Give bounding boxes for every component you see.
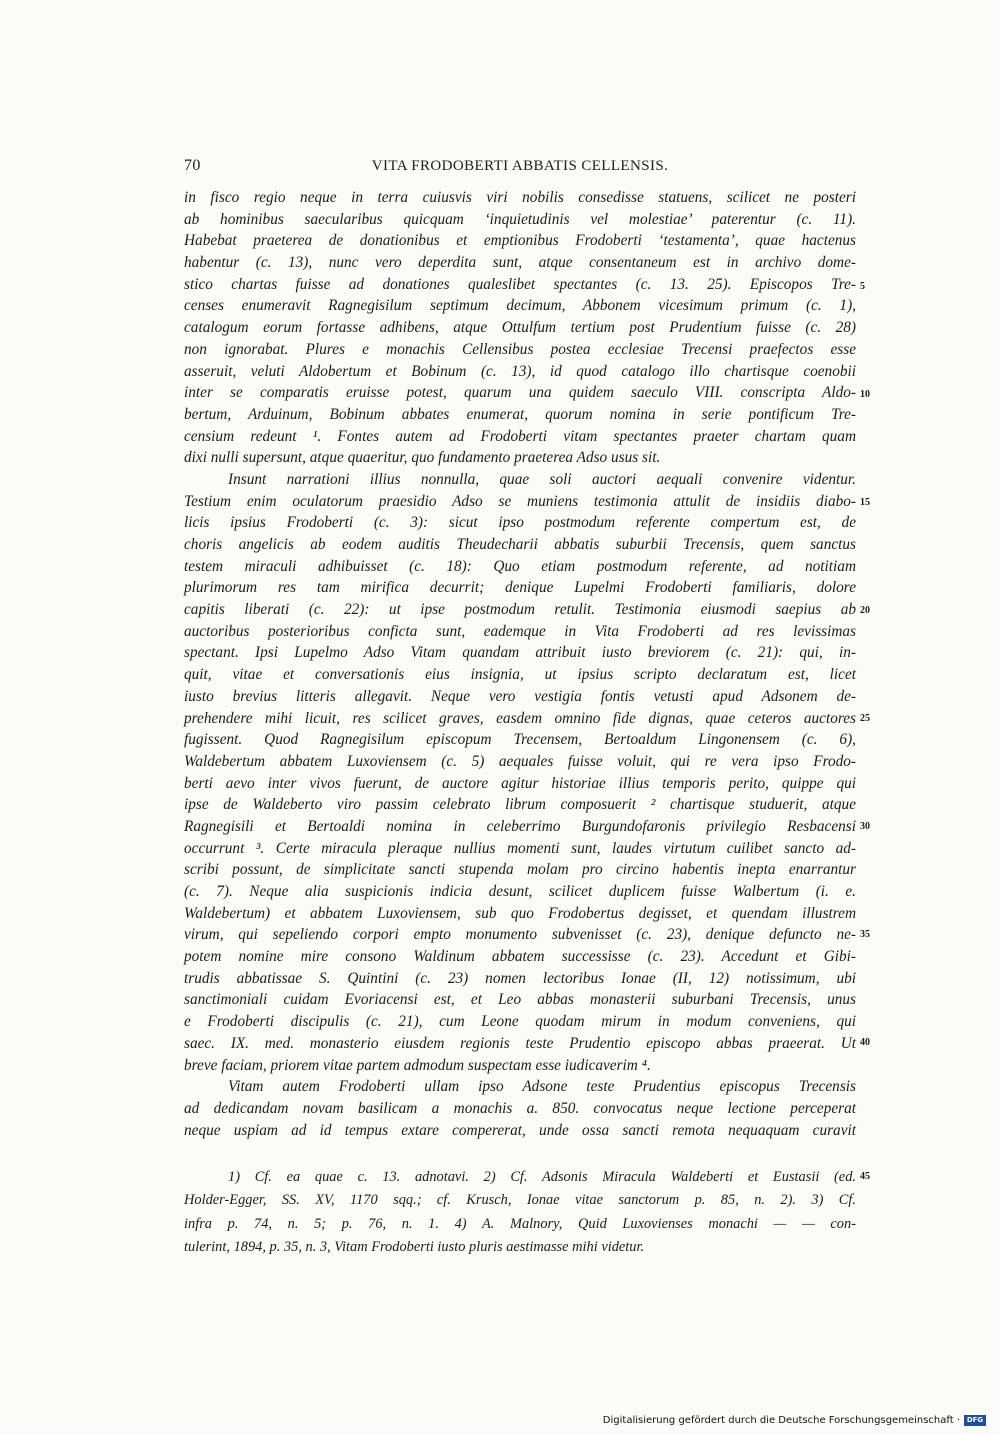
dfg-logo-icon: DFG	[964, 1415, 986, 1426]
text-line: iusto brevius litteris allegavit. Neque vero vestigia fontis vetusti apud Adsonem de-	[184, 687, 856, 705]
text-line: non ignorabat. Plures e monachis Cellensibus postea ecclesiae Trecensi praefectos esse	[184, 340, 856, 358]
text-line: quit, vitae et conversationis eius insignia, ut ipsius scripto declaratum est, licet	[184, 666, 856, 684]
text-line: scribi possunt, de simplicitate sancti stupenda molam pro circino habentis inepta enarrantur	[184, 861, 856, 879]
text-line: breve faciam, priorem vitae partem admodum suspectam esse iudicaverim ⁴.	[184, 1056, 651, 1074]
text-line: choris angelicis ab eodem auditis Theudecharii abbatis suburbii Trecensis, quem sanctus	[184, 536, 856, 553]
line-number: 45	[860, 1171, 870, 1182]
text-line: licis ipsius Frodoberti (c. 3): sicut ipso postmodum referente compertum est, de	[184, 514, 856, 532]
text-line: censes enumeravit Ragnegisilum septimum decimum, Abbonem vicesimum primum (c. 1),	[184, 297, 856, 315]
line-number: 15	[860, 497, 870, 508]
line-number: 40	[860, 1037, 870, 1048]
text-line: asseruit, veluti Aldobertum et Bobinum (c. 13), id quod catalogo illo chartisque coenobii	[184, 362, 856, 380]
running-title: VITA FRODOBERTI ABBATIS CELLENSIS.	[371, 158, 669, 174]
line-number: 5	[860, 281, 865, 292]
footnote-line: tulerint, 1894, p. 35, n. 3, Vitam Frodoberti iusto pluris aestimasse mihi videtur.	[184, 1238, 645, 1255]
text-line: bertum, Arduinum, Bobinum abbates enumerat, quorum nomina in serie pontificum Tre-	[184, 405, 856, 423]
text-line: e Frodoberti discipulis (c. 21), cum Leone quodam mirum in modum conveniens, qui	[184, 1013, 856, 1031]
page-number: 70	[184, 157, 201, 174]
text-line: sanctimoniali cuidam Evoriacensi est, et Leo abbas monasterii suburbani Trecensis, unus	[184, 991, 856, 1009]
text-line: trudis abbatissae S. Quintini (c. 23) nomen lectoribus Ionae (II, 12) notissimum, ubi	[184, 969, 856, 987]
text-line: ab hominibus saecularibus quicquam ‘inquietudinis vel molestiae’ paterentur (c. 11).	[184, 210, 856, 228]
credit-text: Digitalisierung gefördert durch die Deutsche Forschungsgemeinschaft ·	[602, 1414, 960, 1426]
text-line: Ragnegisili et Bertoaldi nomina in celeberrimo Burgundofaronis privilegio Resbacensi	[184, 817, 856, 835]
line-number: 10	[860, 389, 870, 400]
footnote-line: infra p. 74, n. 5; p. 76, n. 1. 4) A. Malnory, Quid Luxovienses monachi — — con-	[184, 1215, 856, 1232]
text-line: fugissent. Quod Ragnegisilum episcopum Trecensem, Bertoaldum Lingonensem (c. 6),	[184, 731, 856, 749]
footnote-line: Holder-Egger, SS. XV, 1170 sqq.; cf. Krusch, Ionae vitae sanctorum p. 85, n. 2). 3) Cf.	[184, 1192, 856, 1209]
text-line: virum, qui sepeliendo corpori empto monumento subvenisset (c. 23), denique defuncto ne-	[184, 926, 856, 944]
footnotes	[184, 1166, 856, 1259]
text-line: potem nomine mire consono Waldinum abbatem successisse (c. 23). Accedunt et Gibi-	[184, 948, 856, 966]
text-line: inter se comparatis eruisse potest, quarum una quidem saeculo VIII. conscripta Aldo-	[184, 384, 856, 402]
paragraph-start: Vitam autem Frodoberti ullam ipso Adsone teste Prudentius episcopus Trecensis	[228, 1078, 856, 1096]
text-line: dixi nulli supersunt, atque quaeritur, quo fundamento praeterea Adso usus sit.	[184, 449, 661, 467]
text-line: occurrunt ³. Certe miracula pleraque nullius momenti sunt, laudes virtutum cuilibet sancto ad-	[184, 839, 856, 857]
page-header	[184, 157, 856, 183]
text-line: habentur (c. 13), nunc vero deperdita sunt, atque consentaneum est in archivo dome-	[184, 254, 856, 272]
line-number: 20	[860, 605, 870, 616]
line-number: 30	[860, 821, 870, 832]
text-line: (c. 7). Neque alia suspicionis indicia desunt, scilicet duplicem fuisse Walbertum (i. e.	[184, 883, 856, 900]
text-line: capitis liberati (c. 22): ut ipse postmodum retulit. Testimonia eiusmodi saepius ab	[184, 601, 856, 619]
text-line: Habebat praeterea de donationibus et emptionibus Frodoberti ‘testamenta’, quae hactenus	[184, 232, 856, 250]
digitization-credit	[603, 1413, 986, 1427]
line-number: 35	[860, 929, 870, 940]
text-line: plurimorum res tam mirifica decurrit; denique Lupelmi Frodoberti familiaris, dolore	[184, 579, 856, 597]
text-line: censium redeunt ¹. Fontes autem ad Frodoberti vitam spectantes praeter chartam quam	[184, 427, 856, 445]
text-line: ad dedicandam novam basilicam a monachis a. 850. convocatus neque lectione perceperat	[184, 1099, 856, 1117]
text-line: Waldebertum abbatem Luxoviensem (c. 5) aequales fuisse voluit, qui re vera ipso Frodo-	[184, 752, 856, 770]
text-line: spectant. Ipsi Lupelmo Adso Vitam quandam attribuit iusto breviorem (c. 21): qui, in-	[184, 644, 856, 662]
text-line: stico chartas fuisse ad donationes qualeslibet spectantes (c. 13. 25). Episcopos Tre-	[184, 275, 856, 293]
footnote-line: 1) Cf. ea quae c. 13. adnotavi. 2) Cf. Adsonis Miracula Waldeberti et Eustasii (ed.	[228, 1169, 856, 1185]
paragraph-start: Insunt narrationi illius nonnulla, quae soli auctori aequali convenire videntur.	[228, 470, 856, 488]
text-line: Testium enim oculatorum praesidio Adso se muniens testimonia attulit de insidiis diabo-	[184, 492, 856, 510]
text-line: in fisco regio neque in terra cuiusvis viri nobilis consedisse statuens, scilicet ne posteri	[184, 189, 856, 206]
text-line: testem miraculi adhibuisset (c. 18): Quo etiam postmodum referente, ad notitiam	[184, 557, 856, 575]
text-line: Waldebertum) et abbatem Luxoviensem, sub quo Frodobertus degisset, et quendam illustrem	[184, 904, 856, 922]
text-line: catalogum eorum fortasse adhibens, atque Ottulfum tertium post Prudentium fuisse (c. 28)	[184, 319, 856, 337]
text-line: berti aevo inter vivos fuerunt, de auctore agitur historiae illius temporis perito, quippe qui	[184, 774, 856, 792]
text-line: auctoribus posterioribus conficta sunt, eademque in Vita Frodoberti ad res levissimas	[184, 622, 856, 640]
text-line: saec. IX. med. monasterio eiusdem regionis teste Prudentio episcopo abbas praeerat. Ut	[184, 1034, 856, 1052]
line-number: 25	[860, 713, 870, 724]
text-line: ipse de Waldeberto viro passim celebrato librum composuerit ² chartisque studuerit, atque	[184, 796, 856, 814]
body-text	[184, 187, 856, 1141]
text-line: prehendere mihi licuit, res scilicet graves, easdem omnino fide dignas, quae ceteros auctores	[184, 709, 856, 727]
text-line: neque uspiam ad id tempus extare compererat, unde ossa sancti remota nequaquam curavit	[184, 1121, 856, 1139]
